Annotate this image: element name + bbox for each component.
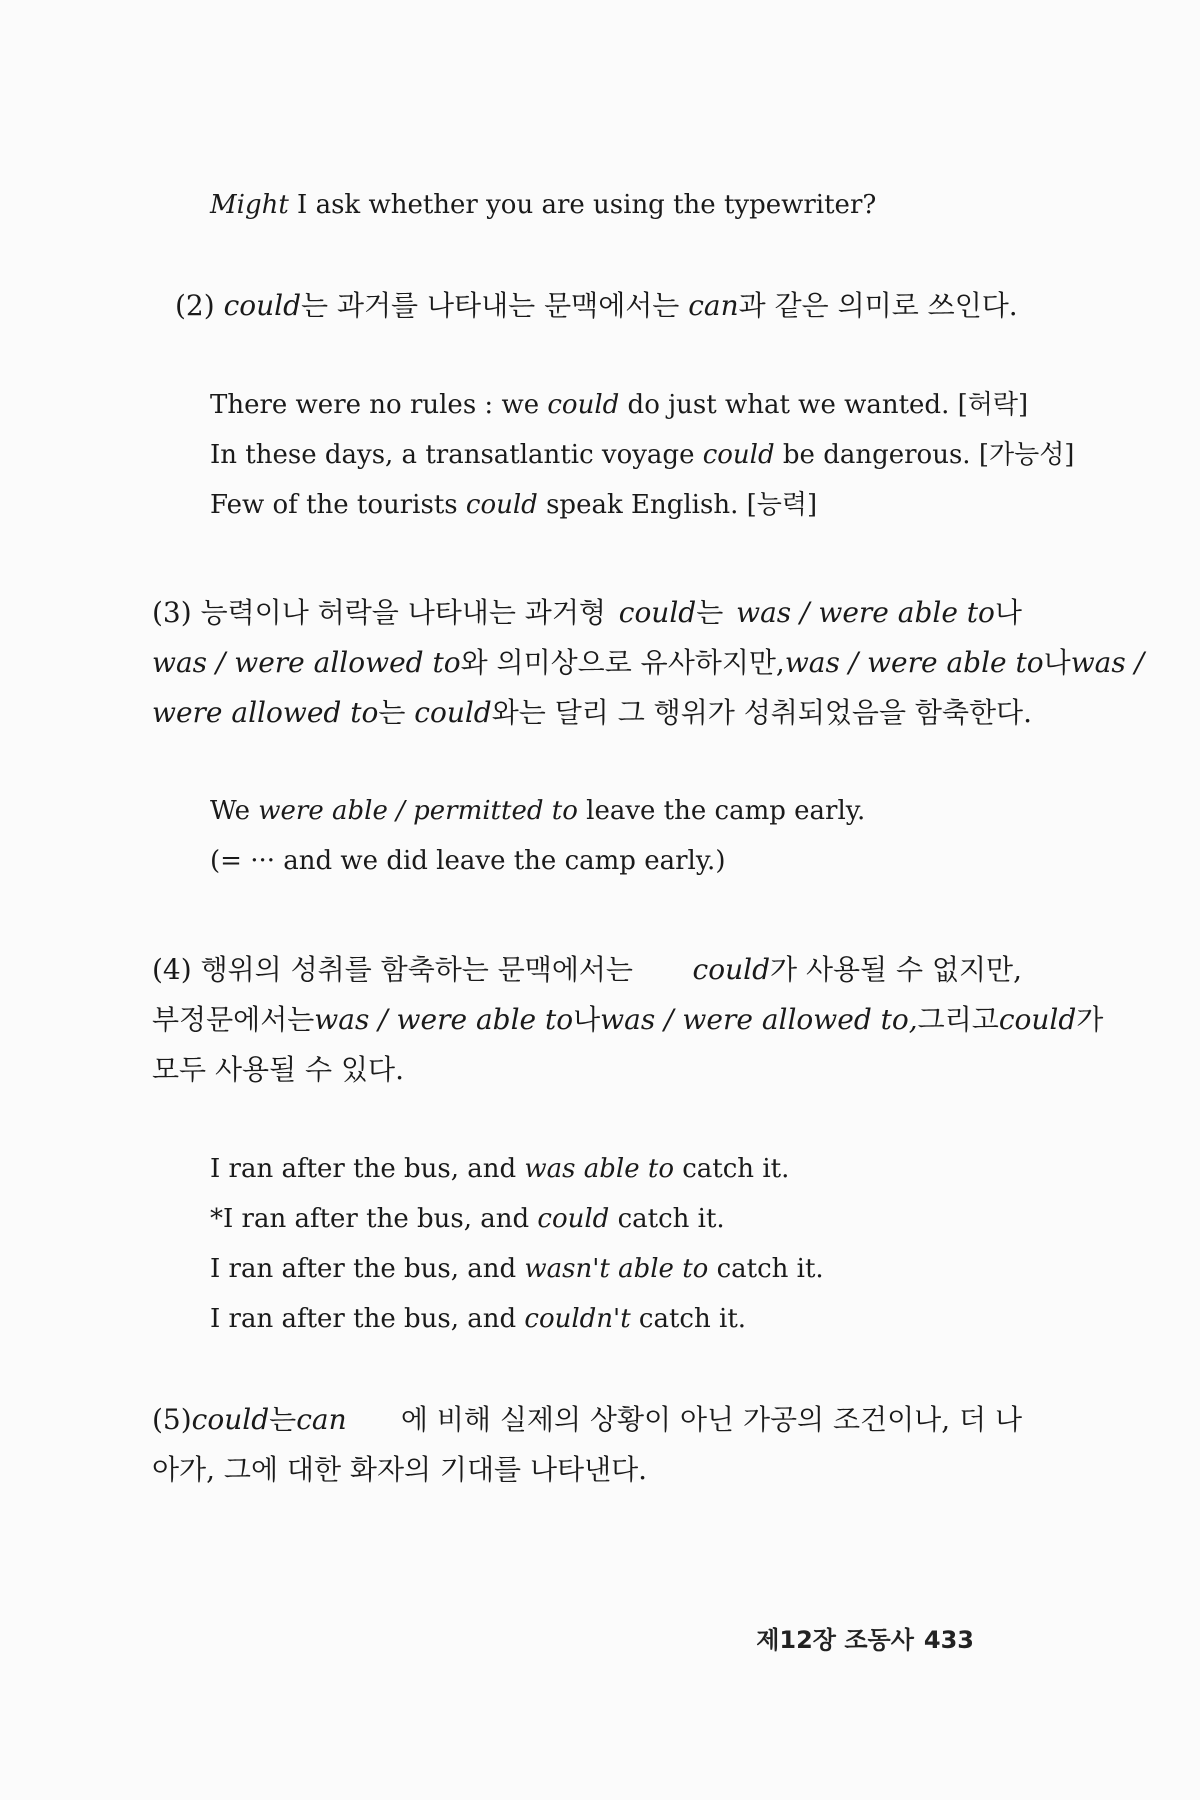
emphasis-could: could [547,390,620,420]
text-segment: 가 [1076,1003,1104,1036]
rule-4-line-3 [152,1052,404,1088]
emphasis-might: Might [210,190,289,220]
text-segment: 와 의미상으로 유사하지만, [460,646,785,679]
text-segment: 부정문에서는 [152,1003,315,1036]
emphasis-could: could [618,596,697,629]
chapter-title: 제12장 조동사 [756,1626,914,1654]
text-segment: 는 과거를 나타내는 문맥에서는 [301,289,689,322]
text-segment: 그리고 [917,1003,999,1036]
emphasis-could: could [191,1403,270,1436]
emphasis-could: could [414,696,492,729]
page-number: 433 [923,1626,974,1654]
rule-5-line-2 [152,1452,647,1488]
rule-2 [175,288,1018,324]
text-segment: 모두 사용될 수 있다. [152,1053,404,1086]
text-segment: 는 [378,696,415,729]
example-tourists [210,488,817,522]
text-segment: catch it. [673,1154,790,1184]
text-segment: I ran after the bus, and [210,1254,525,1284]
text-segment: 에 비해 실제의 상황이 아닌 가공의 조건이나, 더 나 [400,1403,1022,1436]
emphasis-was-were-able-to: was / were able to [736,596,995,629]
text-segment: leave the camp early. [577,796,866,826]
emphasis-could: could [998,1003,1077,1036]
text-segment: 가 사용될 수 없지만, [770,953,1022,986]
text-segment: (3) 능력이나 허락을 나타내는 과거형 [152,596,606,629]
rule-3-line-1 [152,595,1022,631]
text-segment: speak English. [능력] [537,490,818,520]
text-segment: 는 [696,596,724,629]
text-segment: Few of the tourists [210,490,466,520]
rule-3-line-3 [152,695,1032,731]
text-segment: 와는 달리 그 행위가 성취되었음을 함축한다. [491,696,1033,729]
emphasis-could: could [537,1204,610,1234]
text-segment: I ran after the bus, and [210,1304,525,1334]
emphasis-couldnt: couldn't [524,1304,631,1334]
emphasis-were-able-permitted-to: were able / permitted to [258,796,578,826]
page-footer [756,1620,974,1655]
example-might [210,188,876,222]
emphasis-can: can [296,1403,347,1436]
example-bus-2 [210,1202,725,1236]
text-segment: (2) [175,289,224,322]
text-segment: 아가, 그에 대한 화자의 기대를 나타낸다. [152,1453,648,1486]
text-segment: I ask whether you are using the typewriter? [288,190,877,220]
emphasis-could: could [702,440,775,470]
emphasis-could: could [692,953,770,986]
rule-5-line-1 [152,1402,1022,1438]
rule-4-line-2 [152,1002,1104,1038]
text-segment: catch it. [609,1204,725,1234]
emphasis-was-were-able-to: was / were able to [314,1003,574,1036]
emphasis-was-able-to: was able to [524,1154,674,1184]
text-segment: (4) 행위의 성취를 함축하는 문맥에서는 [152,953,633,986]
text-segment: *I ran after the bus, and [210,1204,538,1234]
text-segment: catch it. [630,1304,747,1334]
rule-3-line-2 [152,645,1145,681]
example-voyage [210,438,1074,472]
text-segment: 나 [994,596,1022,629]
emphasis-was: was / [1070,646,1145,679]
text-segment: (5) [152,1403,192,1436]
emphasis-was-were-able-to: was / were able to [784,646,1044,679]
text-segment: 과 같은 의미로 쓰인다. [738,289,1018,322]
text-segment: In these days, a transatlantic voyage [210,440,703,470]
text-segment: be dangerous. [가능성] [774,440,1075,470]
emphasis-wasnt-able-to: wasn't able to [524,1254,709,1284]
example-rules [210,388,1028,422]
emphasis-was-were-allowed-to: was / were allowed to [152,646,461,679]
emphasis-were-allowed-to: were allowed to [152,696,379,729]
text-segment: 나 [1043,646,1071,679]
example-bus-1 [210,1152,789,1186]
example-camp [210,794,865,828]
text-segment: We [210,796,259,826]
example-bus-3 [210,1252,824,1286]
example-camp-gloss [210,844,725,878]
text-segment: 는 [269,1403,297,1436]
emphasis-could: could [465,490,538,520]
text-segment: do just what we wanted. [허락] [619,390,1029,420]
text-segment: (= ··· and we did leave the camp early.) [210,846,726,876]
emphasis-was-were-allowed-to: was / were allowed to, [600,1003,918,1036]
example-bus-4 [210,1302,746,1336]
rule-4-line-1 [152,952,1022,988]
text-segment: I ran after the bus, and [210,1154,525,1184]
emphasis-could: could [223,289,302,322]
emphasis-can: can [688,289,739,322]
text-segment: 나 [573,1003,601,1036]
text-segment: catch it. [708,1254,824,1284]
text-segment: There were no rules : we [210,390,548,420]
